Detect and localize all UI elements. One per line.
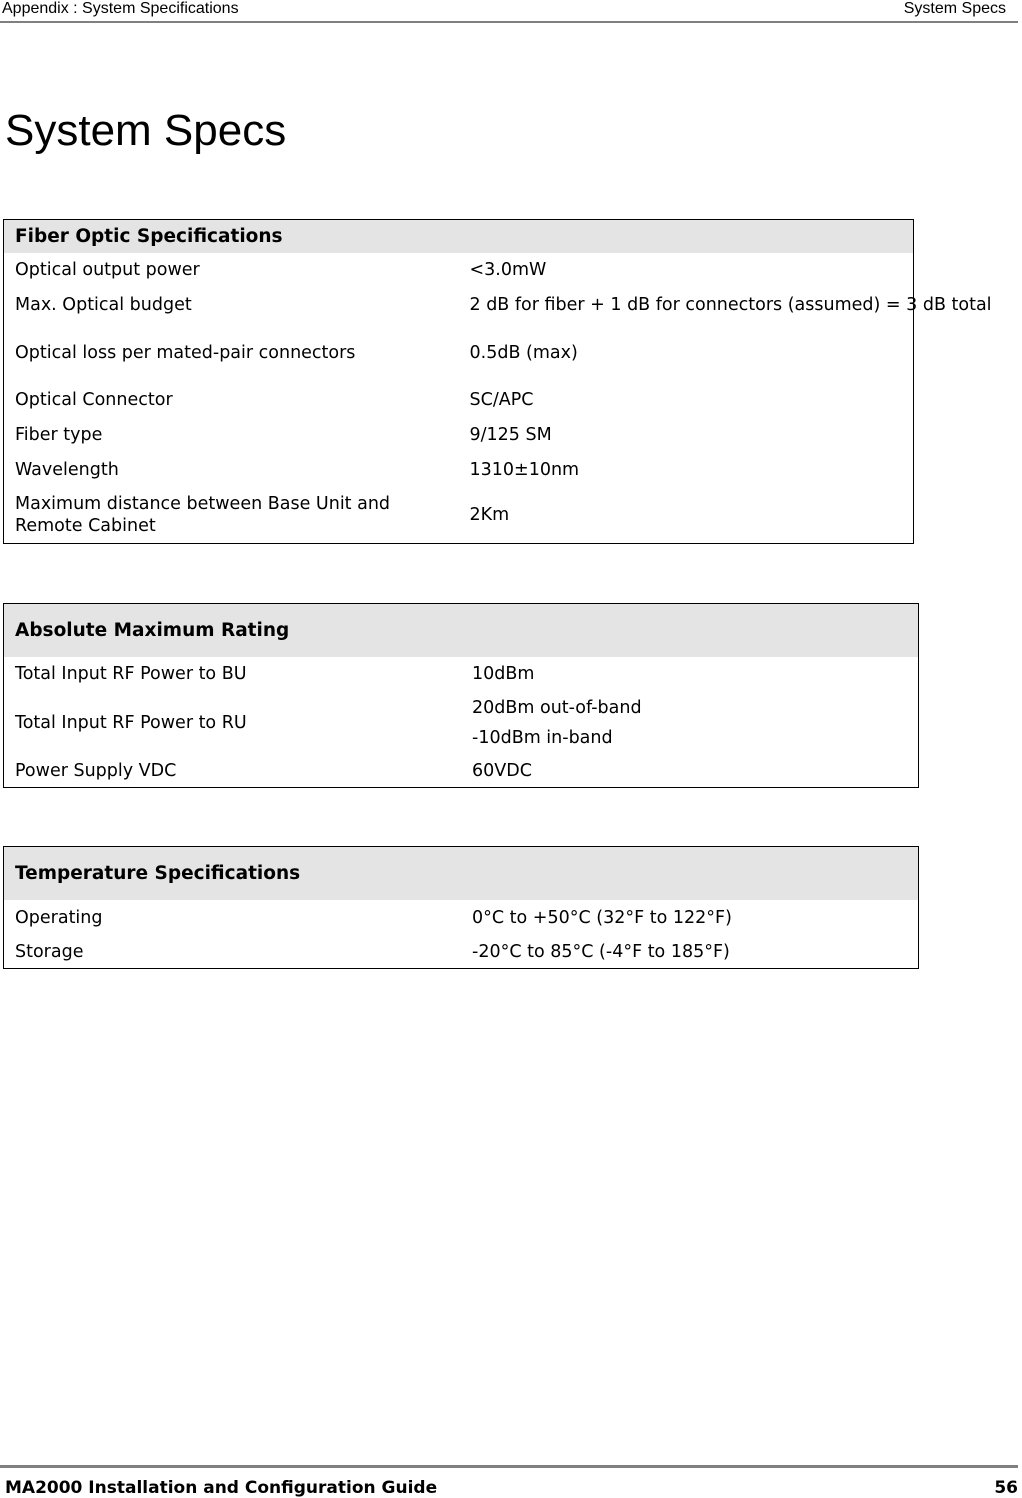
page-footer [0, 1465, 1018, 1498]
table-row [4, 936, 919, 969]
spec-value: <3.0mW [469, 260, 547, 280]
temperature-table [3, 846, 919, 969]
absolute-max-rating-heading: Absolute Maximum Rating [4, 604, 919, 657]
table-row [4, 488, 914, 544]
table-row [4, 383, 914, 418]
table-row [4, 418, 914, 453]
spec-value: 1310±10nm [469, 460, 580, 480]
spec-value: 60VDC [472, 760, 532, 781]
temperature-heading: Temperature Specifications [4, 847, 919, 900]
spec-value: 0.5dB (max) [469, 342, 578, 363]
table-row [4, 900, 919, 936]
footer-page-number: 56 [994, 1478, 1018, 1498]
spec-label: Power Supply VDC [15, 760, 177, 781]
page-header [0, 0, 1018, 23]
table-row [4, 755, 919, 788]
spec-label: Max. Optical budget [15, 295, 192, 315]
header-section-title: Appendix : System Specifications [2, 0, 239, 17]
spec-value-line: -10dBm in-band [472, 728, 613, 748]
spec-value: -20°C to 85°C (-4°F to 185°F) [472, 941, 730, 962]
page-title: System Specs [5, 106, 287, 155]
spec-value: 10dBm [472, 664, 535, 684]
table-row [4, 453, 914, 488]
spec-value: 2 dB for fiber + 1 dB for connectors (assumed) = 3 dB total [469, 295, 992, 315]
table-row [4, 657, 919, 692]
spec-label: Optical Connector [15, 390, 173, 410]
spec-label: Optical loss per mated-pair connectors [15, 342, 356, 363]
absolute-max-rating-table [3, 603, 919, 788]
table-row [4, 323, 914, 383]
spec-label: Wavelength [15, 460, 119, 480]
spec-value-multiline [461, 692, 919, 755]
spec-value: 0°C to +50°C (32°F to 122°F) [472, 907, 732, 928]
table-row [4, 253, 914, 288]
table-row [4, 692, 919, 755]
spec-value: SC/APC [469, 390, 534, 410]
spec-label: Total Input RF Power to RU [15, 713, 247, 733]
spec-value: 9/125 SM [469, 425, 552, 445]
spec-label: Maximum distance between Base Unit and Remote Cabinet [15, 494, 391, 537]
spec-label: Optical output power [15, 260, 200, 280]
footer-document-title: MA2000 Installation and Configuration Guide [5, 1478, 438, 1498]
spec-label: Storage [15, 941, 84, 962]
spec-label: Fiber type [15, 425, 103, 445]
fiber-optic-heading: Fiber Optic Specifications [4, 220, 914, 253]
table-row [4, 288, 914, 323]
fiber-optic-table [3, 219, 992, 544]
header-chapter-title: System Specs [903, 0, 1006, 17]
spec-value-line: 20dBm out-of-band [472, 698, 642, 718]
spec-value: 2Km [469, 505, 510, 526]
spec-label: Total Input RF Power to BU [15, 664, 247, 684]
spec-label: Operating [15, 907, 103, 928]
